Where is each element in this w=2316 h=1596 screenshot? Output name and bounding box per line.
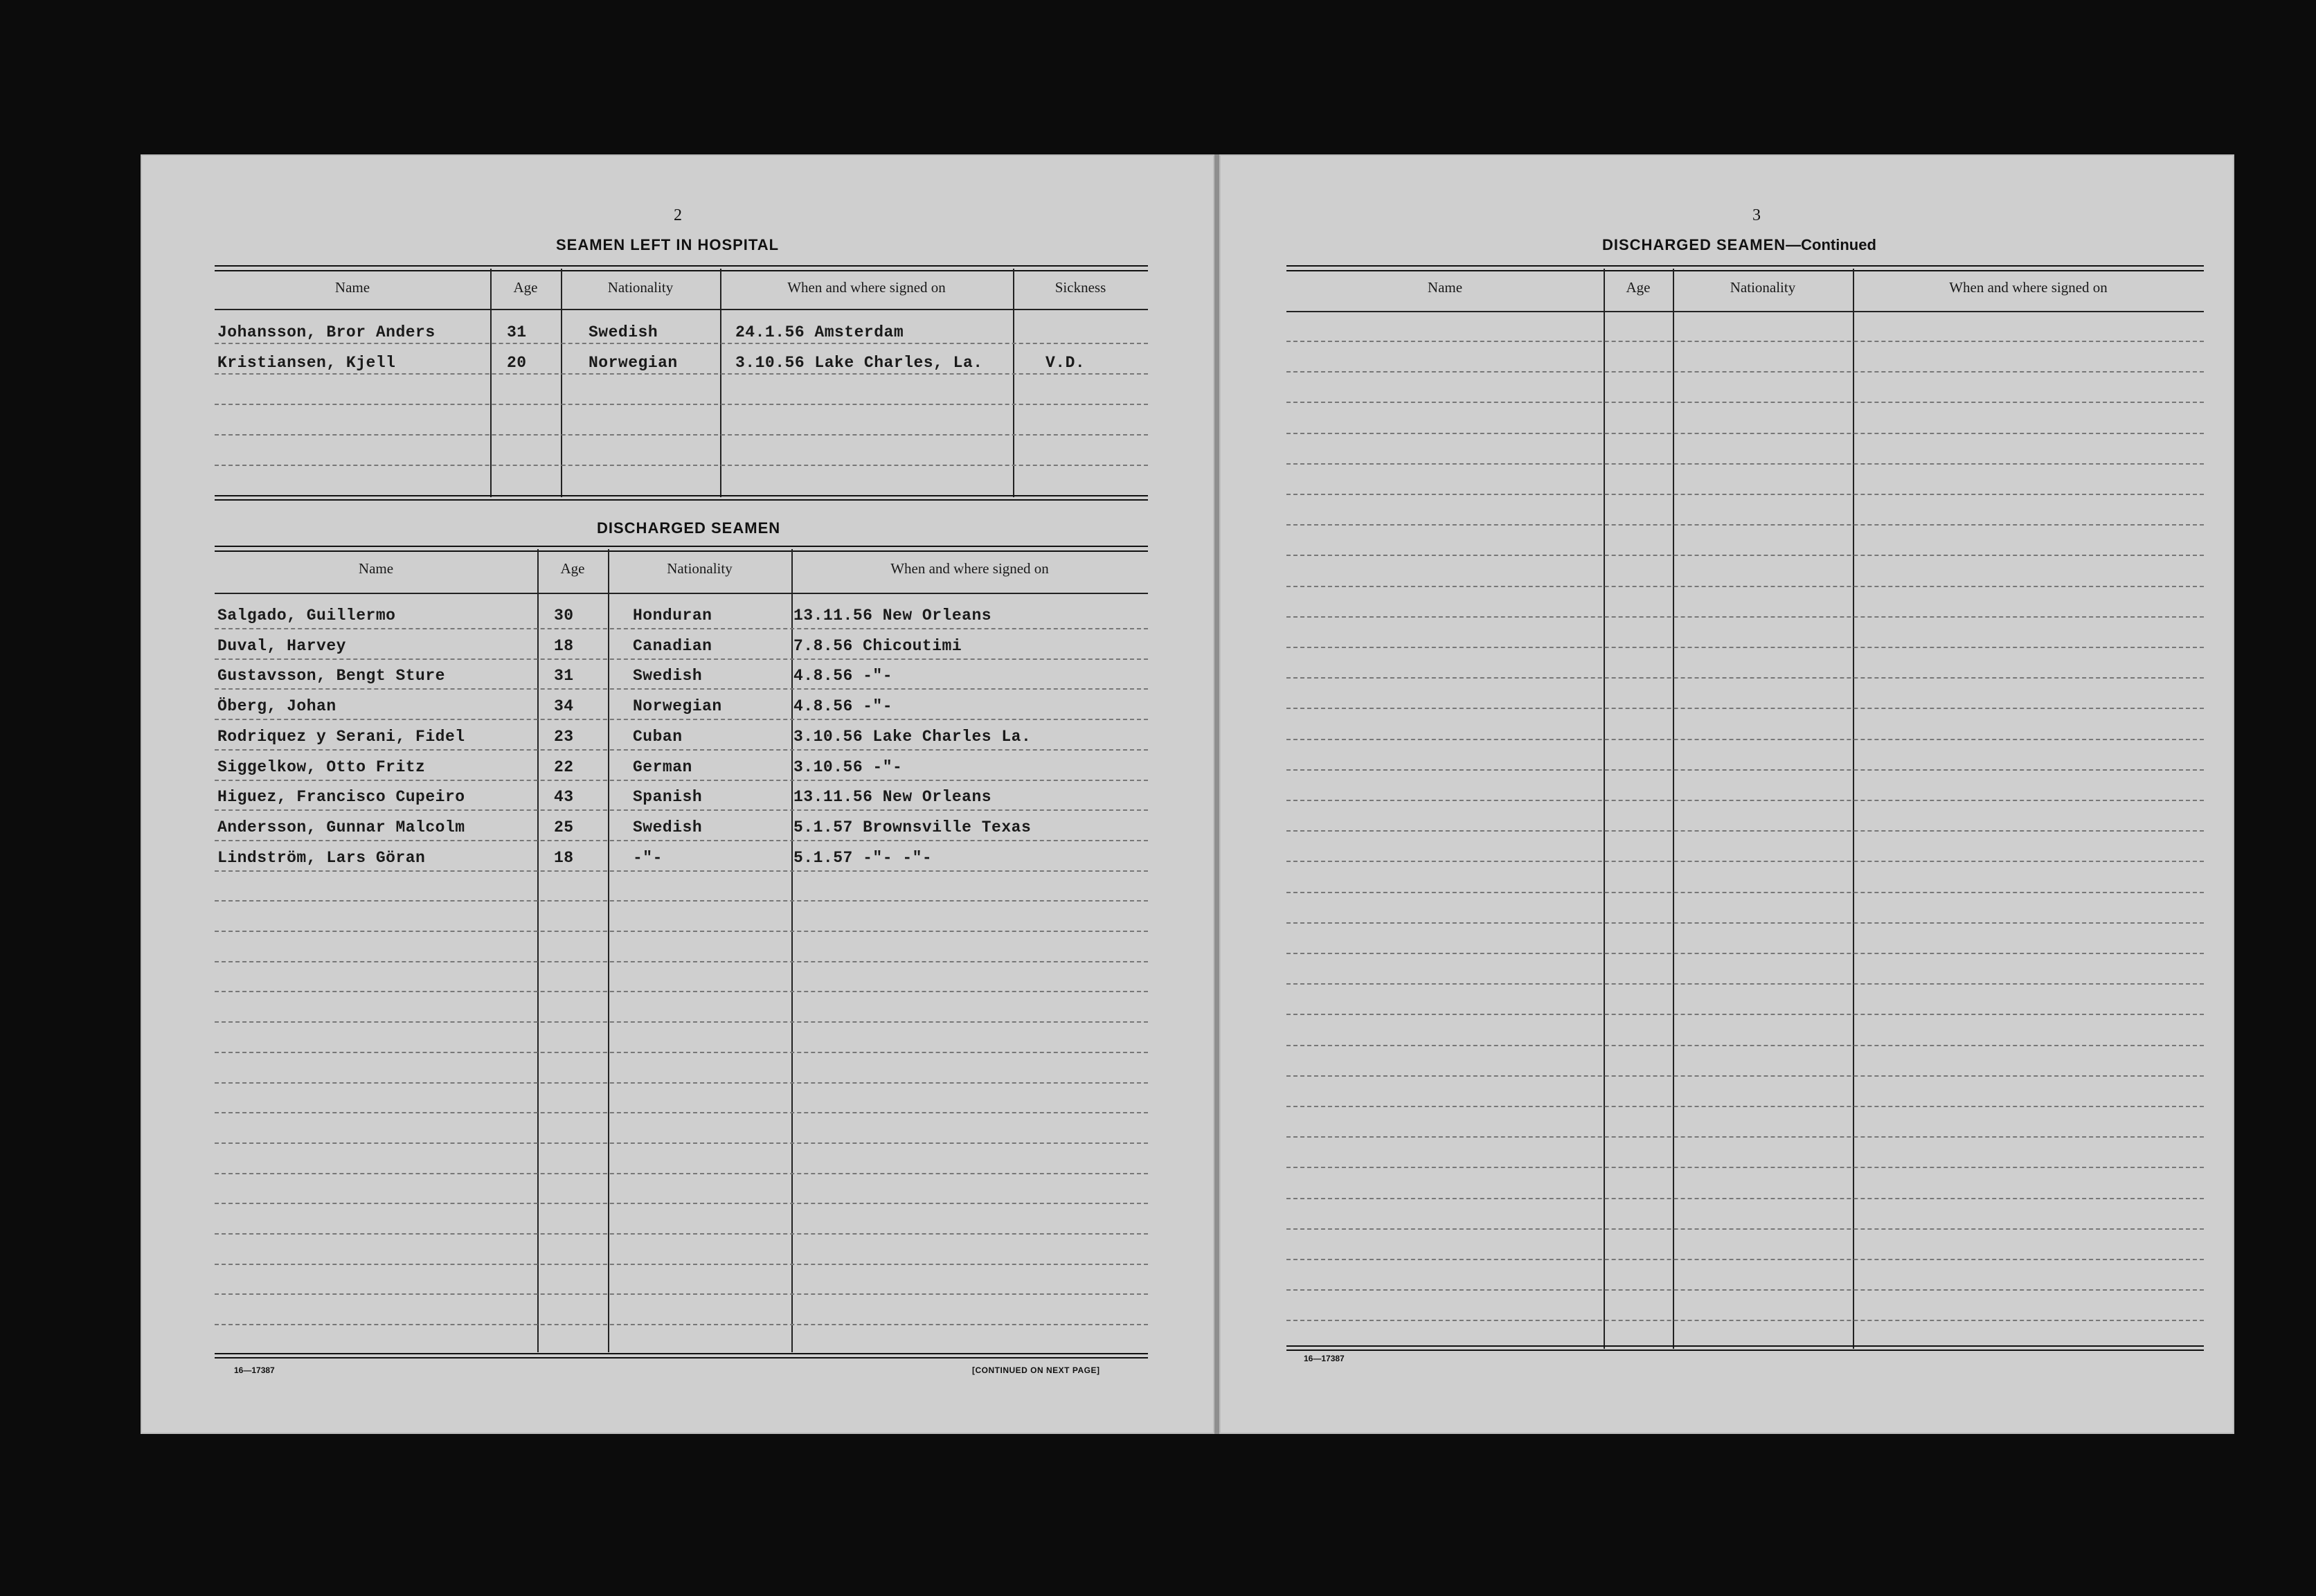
right-header-signed-on: When and where signed on bbox=[1949, 279, 2108, 296]
ruled-line bbox=[215, 658, 1148, 660]
discharged-cell-signed-on: 13.11.56 New Orleans bbox=[793, 607, 992, 625]
discharged-cell-name: Salgado, Guillermo bbox=[217, 607, 396, 625]
ruled-line bbox=[215, 1112, 1148, 1113]
discharged-cell-nationality: Spanish bbox=[633, 788, 703, 807]
hospital-cell-signed-on: 3.10.56 Lake Charles, La. bbox=[735, 354, 983, 372]
discharged-cell-name: Lindström, Lars Göran bbox=[217, 848, 426, 867]
ruled-line bbox=[1286, 402, 2204, 403]
discharged-table bbox=[215, 546, 1148, 1357]
discharged-cell-name: Gustavsson, Bengt Sture bbox=[217, 667, 445, 685]
hospital-header-sickness: Sickness bbox=[1054, 279, 1106, 296]
ruled-line bbox=[215, 870, 1148, 872]
discharged-cell-age: 31 bbox=[554, 667, 574, 685]
discharged-continued-table bbox=[1286, 265, 2204, 1349]
ruled-line bbox=[215, 840, 1148, 841]
discharged-cell-signed-on: 5.1.57 -"- -"- bbox=[793, 848, 933, 867]
ruled-line bbox=[1286, 1289, 2204, 1291]
ruled-line bbox=[1286, 494, 2204, 495]
right-footer-code: 16—17387 bbox=[1304, 1354, 1345, 1363]
ruled-line bbox=[215, 1203, 1148, 1204]
discharged-header-name: Name bbox=[358, 560, 394, 577]
hospital-header-name: Name bbox=[334, 279, 370, 296]
ruled-line bbox=[1286, 1136, 2204, 1138]
ruled-line bbox=[1286, 677, 2204, 679]
hospital-header-age: Age bbox=[513, 279, 538, 296]
ruled-line bbox=[215, 719, 1148, 720]
hospital-cell-sickness: V.D. bbox=[1045, 354, 1086, 372]
discharged-cell-signed-on: 4.8.56 -"- bbox=[793, 697, 893, 716]
discharged-cell-age: 22 bbox=[554, 757, 574, 776]
discharged-cell-signed-on: 4.8.56 -"- bbox=[793, 667, 893, 685]
ruled-line bbox=[1286, 433, 2204, 434]
right-section-title-suffix: —Continued bbox=[1786, 236, 1876, 253]
discharged-cell-signed-on: 3.10.56 Lake Charles La. bbox=[793, 727, 1032, 746]
ruled-line bbox=[1286, 769, 2204, 771]
hospital-cell-nationality: Swedish bbox=[589, 323, 658, 341]
left-page-number: 2 bbox=[674, 206, 682, 224]
discharged-header-nationality: Nationality bbox=[667, 560, 733, 577]
discharged-cell-name: Duval, Harvey bbox=[217, 636, 346, 655]
ruled-line bbox=[1286, 708, 2204, 709]
hospital-cell-nationality: Norwegian bbox=[589, 354, 678, 372]
ruled-line bbox=[1286, 739, 2204, 740]
ruled-line bbox=[1286, 983, 2204, 985]
discharged-cell-signed-on: 5.1.57 Brownsville Texas bbox=[793, 818, 1032, 836]
discharged-cell-name: Öberg, Johan bbox=[217, 697, 336, 716]
hospital-cell-age: 20 bbox=[507, 354, 527, 372]
discharged-section-title: DISCHARGED SEAMEN bbox=[597, 519, 781, 537]
hospital-table bbox=[215, 265, 1148, 501]
discharged-cell-age: 23 bbox=[554, 727, 574, 746]
ruled-line bbox=[1286, 1167, 2204, 1168]
ruled-line bbox=[1286, 1045, 2204, 1046]
ruled-line bbox=[1286, 555, 2204, 556]
hospital-header-signed-on: When and where signed on bbox=[787, 279, 946, 296]
discharged-cell-name: Higuez, Francisco Cupeiro bbox=[217, 788, 465, 807]
ruled-line bbox=[1286, 1075, 2204, 1077]
ruled-line bbox=[1286, 830, 2204, 832]
ruled-line bbox=[215, 931, 1148, 932]
ruled-line bbox=[1286, 1106, 2204, 1107]
discharged-cell-age: 30 bbox=[554, 607, 574, 625]
ruled-line bbox=[1286, 1198, 2204, 1199]
ruled-line bbox=[1286, 371, 2204, 373]
page-gutter bbox=[1214, 154, 1219, 1434]
ruled-line bbox=[215, 1173, 1148, 1174]
discharged-cell-age: 43 bbox=[554, 788, 574, 807]
ruled-line bbox=[215, 434, 1148, 436]
discharged-cell-age: 25 bbox=[554, 818, 574, 836]
ruled-line bbox=[215, 1142, 1148, 1144]
ruled-line bbox=[1286, 1259, 2204, 1260]
ruled-line bbox=[215, 404, 1148, 405]
ruled-line bbox=[215, 809, 1148, 811]
hospital-cell-name: Johansson, Bror Anders bbox=[217, 323, 436, 341]
ruled-line bbox=[215, 1052, 1148, 1053]
hospital-cell-name: Kristiansen, Kjell bbox=[217, 354, 396, 372]
ruled-line bbox=[1286, 861, 2204, 862]
left-footer-code: 16—17387 bbox=[234, 1365, 275, 1375]
ruled-line bbox=[215, 628, 1148, 629]
hospital-cell-age: 31 bbox=[507, 323, 527, 341]
ruled-line bbox=[1286, 341, 2204, 342]
discharged-cell-name: Siggelkow, Otto Fritz bbox=[217, 757, 426, 776]
ruled-line bbox=[215, 900, 1148, 902]
ruled-line bbox=[215, 961, 1148, 962]
right-header-name: Name bbox=[1427, 279, 1463, 296]
hospital-cell-signed-on: 24.1.56 Amsterdam bbox=[735, 323, 904, 341]
ruled-line bbox=[215, 1293, 1148, 1295]
discharged-cell-nationality: German bbox=[633, 757, 692, 776]
ruled-line bbox=[215, 749, 1148, 751]
ruled-line bbox=[1286, 892, 2204, 893]
ruled-line bbox=[215, 780, 1148, 781]
right-header-nationality: Nationality bbox=[1730, 279, 1796, 296]
ruled-line bbox=[1286, 953, 2204, 954]
discharged-cell-nationality: Cuban bbox=[633, 727, 683, 746]
right-header-age: Age bbox=[1626, 279, 1651, 296]
ruled-line bbox=[1286, 524, 2204, 526]
discharged-cell-nationality: Canadian bbox=[633, 636, 712, 655]
ruled-line bbox=[215, 465, 1148, 466]
ruled-line bbox=[1286, 800, 2204, 801]
discharged-header-signed-on: When and where signed on bbox=[890, 560, 1049, 577]
discharged-cell-nationality: Honduran bbox=[633, 607, 712, 625]
right-section-title-main: DISCHARGED SEAMEN bbox=[1602, 236, 1786, 253]
ruled-line bbox=[215, 373, 1148, 375]
discharged-cell-age: 18 bbox=[554, 848, 574, 867]
ruled-line bbox=[215, 343, 1148, 344]
ruled-line bbox=[215, 1324, 1148, 1325]
ruled-line bbox=[215, 1082, 1148, 1084]
discharged-cell-age: 18 bbox=[554, 636, 574, 655]
discharged-cell-nationality: -"- bbox=[633, 848, 663, 867]
ruled-line bbox=[1286, 1014, 2204, 1015]
ruled-line bbox=[1286, 647, 2204, 648]
ruled-line bbox=[1286, 1320, 2204, 1321]
ruled-line bbox=[1286, 616, 2204, 618]
discharged-cell-nationality: Swedish bbox=[633, 667, 703, 685]
ruled-line bbox=[215, 688, 1148, 690]
discharged-cell-age: 34 bbox=[554, 697, 574, 716]
discharged-cell-name: Andersson, Gunnar Malcolm bbox=[217, 818, 465, 836]
hospital-header-nationality: Nationality bbox=[607, 279, 674, 296]
right-page-number: 3 bbox=[1752, 206, 1761, 224]
discharged-cell-nationality: Norwegian bbox=[633, 697, 722, 716]
ruled-line bbox=[1286, 463, 2204, 465]
ruled-line bbox=[1286, 922, 2204, 924]
ruled-line bbox=[1286, 1228, 2204, 1230]
discharged-cell-signed-on: 3.10.56 -"- bbox=[793, 757, 903, 776]
discharged-cell-nationality: Swedish bbox=[633, 818, 703, 836]
ruled-line bbox=[215, 1264, 1148, 1265]
discharged-cell-signed-on: 13.11.56 New Orleans bbox=[793, 788, 992, 807]
discharged-cell-signed-on: 7.8.56 Chicoutimi bbox=[793, 636, 962, 655]
continued-note: [CONTINUED ON NEXT PAGE] bbox=[972, 1365, 1100, 1375]
ruled-line bbox=[215, 1233, 1148, 1235]
discharged-header-age: Age bbox=[560, 560, 585, 577]
ruled-line bbox=[215, 991, 1148, 992]
discharged-cell-name: Rodriquez y Serani, Fidel bbox=[217, 727, 465, 746]
ruled-line bbox=[215, 1021, 1148, 1023]
hospital-section-title: SEAMEN LEFT IN HOSPITAL bbox=[556, 236, 780, 253]
ruled-line bbox=[1286, 586, 2204, 587]
right-section-title bbox=[1602, 236, 1876, 254]
